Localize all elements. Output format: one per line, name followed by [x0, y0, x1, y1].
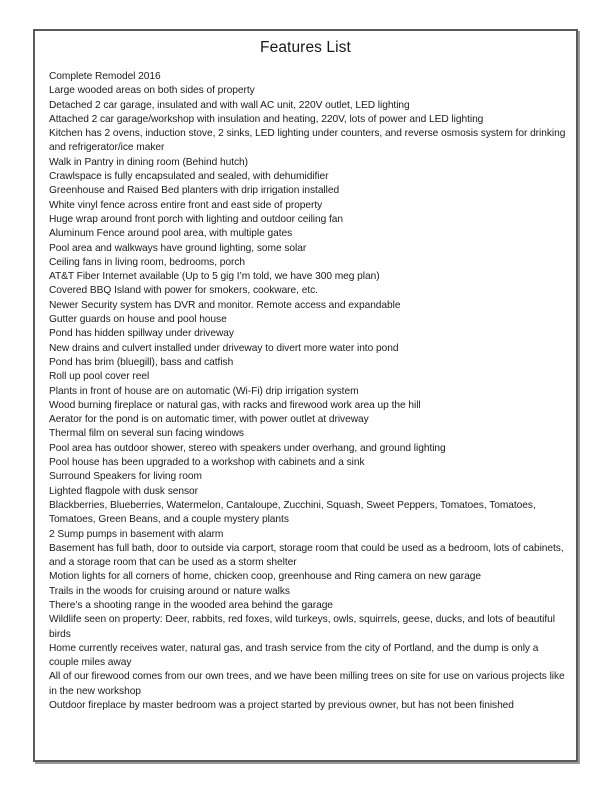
feature-item: Ceiling fans in living room, bedrooms, porch — [49, 256, 245, 268]
feature-item: Pool area has outdoor shower, stereo with speakers under overhang, and ground lighting — [49, 442, 446, 454]
feature-item: Pool house has been upgraded to a workshop with cabinets and a sink — [49, 457, 365, 469]
feature-item: White vinyl fence across entire front and east side of property — [49, 199, 323, 211]
feature-item: Gutter guards on house and pool house — [49, 314, 227, 326]
feature-item: Thermal film on several sun facing windows — [49, 428, 244, 440]
page-title: Features List — [260, 39, 351, 56]
feature-item: Plants in front of house are on automatic (Wi-Fi) drip irrigation system — [49, 385, 359, 397]
feature-item: There’s a shooting range in the wooded area behind the garage — [49, 599, 333, 611]
feature-item: Newer Security system has DVR and monitor. Remote access and expandable — [49, 299, 401, 311]
feature-item: Trails in the woods for cruising around or nature walks — [49, 585, 290, 597]
feature-item: Crawlspace is fully encapsulated and sealed, with dehumidifier — [49, 171, 329, 183]
feature-item: Detached 2 car garage, insulated and with wall AC unit, 220V outlet, LED lighting — [49, 99, 410, 111]
feature-item: Pool area and walkways have ground lighting, some solar — [49, 242, 307, 254]
feature-item: Aerator for the pond is on automatic timer, with power outlet at driveway — [49, 414, 369, 426]
feature-item: Surround Speakers for living room — [49, 471, 202, 483]
feature-item: Large wooded areas on both sides of property — [49, 85, 255, 97]
feature-item: Home currently receives water, natural gas, and trash service from the city of Portland, and the dump is only a couple miles away — [49, 642, 539, 669]
feature-item: Blackberries, Blueberries, Watermelon, Cantaloupe, Zucchini, Squash, Sweet Peppers, Tomatoes, Tomatoes, Tomatoes, Green Beans, and a couple mystery plants — [49, 499, 536, 526]
feature-item: Lighted flagpole with dusk sensor — [49, 485, 198, 497]
feature-item: New drains and culvert installed under driveway to divert more water into pond — [49, 342, 399, 354]
feature-item: Aluminum Fence around pool area, with multiple gates — [49, 228, 293, 240]
feature-item: Walk in Pantry in dining room (Behind hutch) — [49, 156, 249, 168]
feature-item: AT&T Fiber Internet available (Up to 5 gig I’m told, we have 300 meg plan) — [49, 271, 380, 283]
feature-item: Complete Remodel 2016 — [49, 71, 161, 82]
feature-item: Pond has hidden spillway under driveway — [49, 328, 234, 340]
feature-item: Basement has full bath, door to outside via carport, storage room that could be used as a bedroom, lots of cabinets, and a storage room that can be used as a storm shelter — [49, 542, 564, 569]
feature-item: Kitchen has 2 ovens, induction stove, 2 sinks, LED lighting under counters, and reverse osmosis system for drinking and refrigerator/ice maker — [49, 128, 566, 154]
feature-item: Huge wrap around front porch with lighting and outdoor ceiling fan — [49, 213, 344, 225]
feature-item: 2 Sump pumps in basement with alarm — [49, 528, 224, 540]
feature-item: Wood burning fireplace or natural gas, with racks and firewood work area up the hill — [49, 399, 421, 411]
feature-item: Wildlife seen on property: Deer, rabbits, red foxes, wild turkeys, owls, squirrels, geese, ducks, and lots of beautiful birds — [49, 614, 555, 640]
page-border-frame — [33, 29, 578, 762]
feature-item: Roll up pool cover reel — [49, 371, 150, 383]
feature-item: Motion lights for all corners of home, chicken coop, greenhouse and Ring camera on new garage — [49, 571, 481, 583]
feature-item: Greenhouse and Raised Bed planters with drip irrigation installed — [49, 185, 340, 197]
feature-item: Attached 2 car garage/workshop with insulation and heating, 220V, lots of power and LED lighting — [49, 113, 484, 125]
feature-item: Covered BBQ Island with power for smokers, cookware, etc. — [49, 285, 318, 297]
feature-item: Pond has brim (bluegill), bass and catfish — [49, 356, 234, 368]
features-list — [49, 70, 569, 713]
feature-item: Outdoor fireplace by master bedroom was a project started by previous owner, but has not been finished — [49, 700, 514, 712]
feature-item: All of our firewood comes from our own trees, and we have been milling trees on site for use on various projects like in the new workshop — [49, 671, 565, 697]
